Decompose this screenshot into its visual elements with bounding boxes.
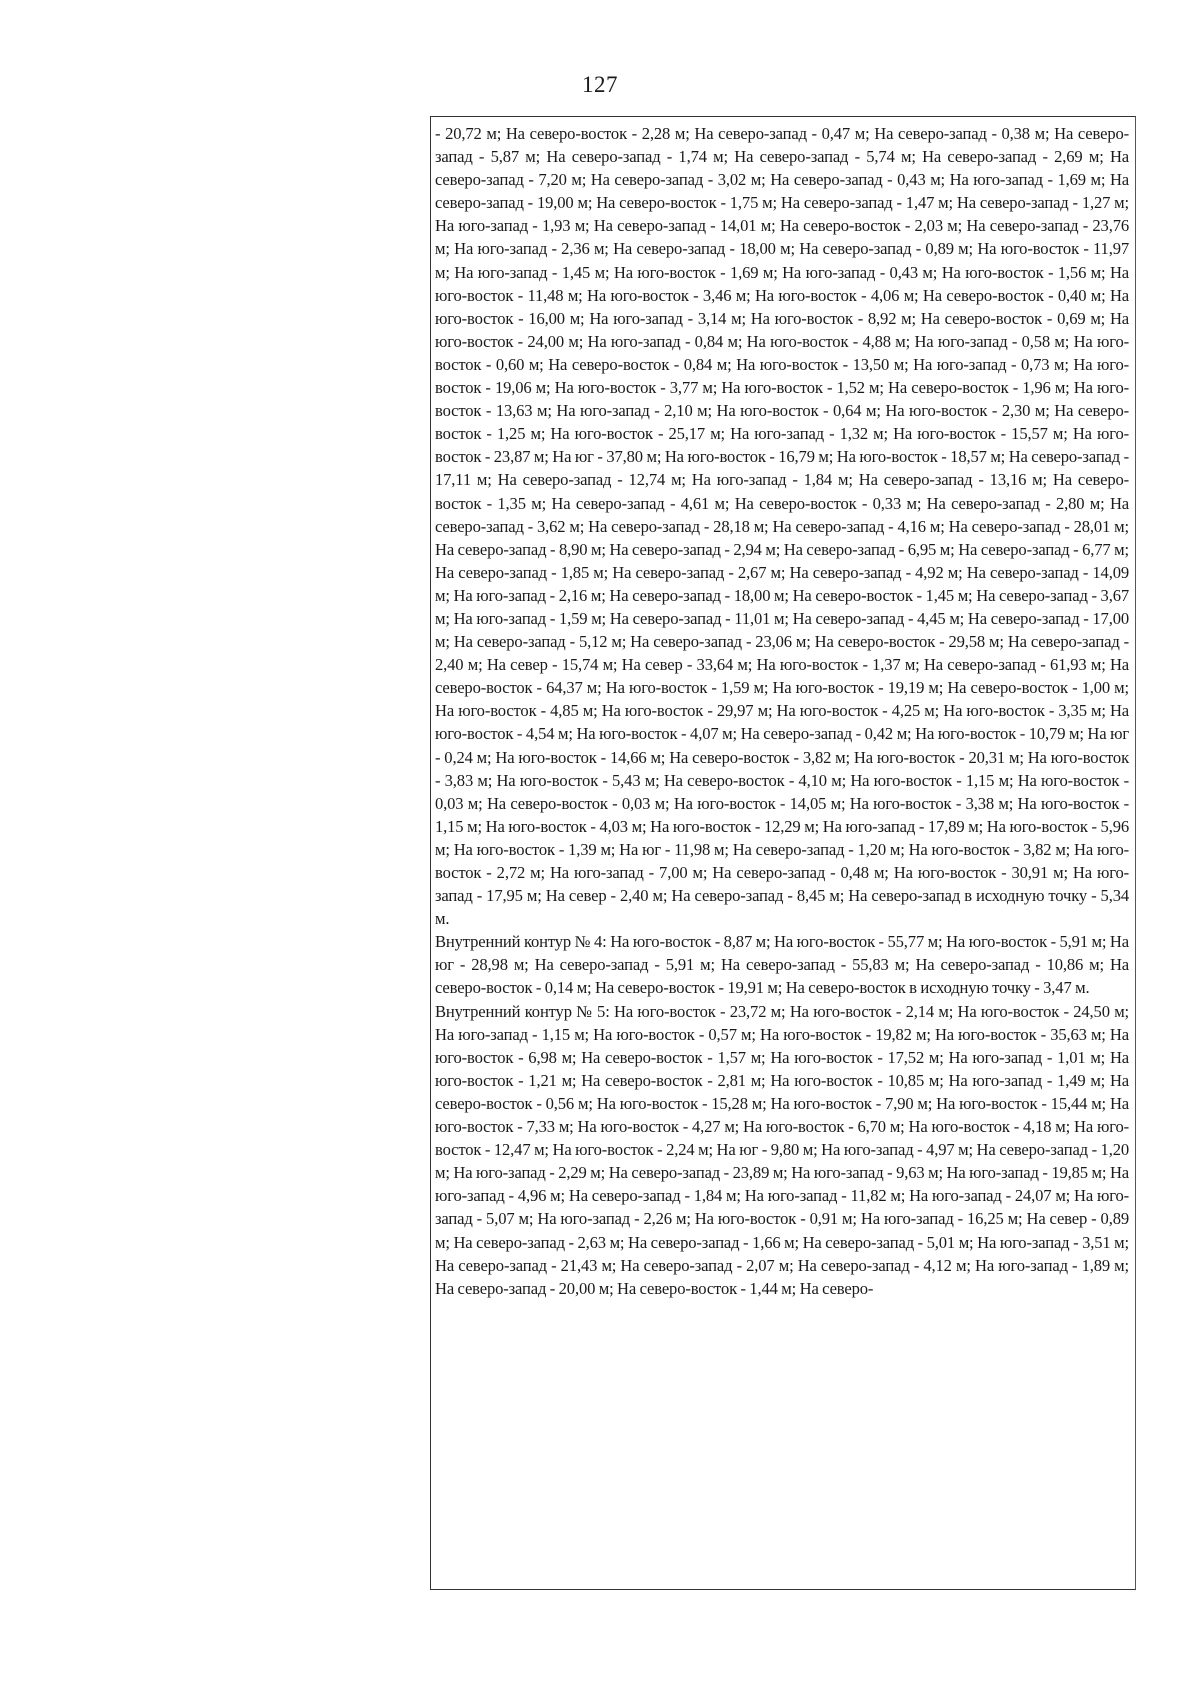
paragraph-inner-contour-5 [435, 1000, 1129, 1300]
paragraph-text: - 20,72 м; На северо-восток - 2,28 м; На северо-запад - 0,47 м; На северо-запад - 0,38 м; На северо-запад - 5,87 м; На северо-запад - 1,74 м; На северо-запад - 5,74 м; На северо-запад - 2,69 м; На северо-запад - 7,20 м; На северо-запад - 3,02 м; На северо-запад - 0,43 м; На юго-запад - 1,69 м; На северо-запад - 19,00 м; На северо-восток - 1,75 м; На северо-запад - 1,47 м; На северо-запад - 1,27 м; На юго-запад - 1,93 м; На северо-запад - 14,01 м; На северо-восток - 2,03 м; На северо-запад - 23,76 м; На юго-запад - 2,36 м; На северо-запад - 18,00 м; На северо-запад - 0,89 м; На юго-восток - 11,97 м; На юго-запад - 1,45 м; На юго-восток - 1,69 м; На юго-запад - 0,43 м; На юго-восток - 1,56 м; На юго-восток - 11,48 м; На юго-восток - 3,46 м; На юго-восток - 4,06 м; На северо-восток - 0,40 м; На юго-восток - 16,00 м; На юго-запад - 3,14 м; На юго-восток - 8,92 м; На северо-восток - 0,69 м; На юго-восток - 24,00 м; На юго-запад - 0,84 м; На юго-восток - 4,88 м; На юго-запад - 0,58 м; На юго-восток - 0,60 м; На северо-восток - 0,84 м; На юго-восток - 13,50 м; На юго-запад - 0,73 м; На юго-восток - 19,06 м; На юго-восток - 3,77 м; На юго-восток - 1,52 м; На северо-восток - 1,96 м; На юго-восток - 13,63 м; На юго-запад - 2,10 м; На юго-восток - 0,64 м; На юго-восток - 2,30 м; На северо-восток - 1,25 м; На юго-восток - 25,17 м; На юго-запад - 1,32 м; На юго-восток - 15,57 м; На юго-восток - 23,87 м; На юг - 37,80 м; На юго-восток - 16,79 м; На юго-восток - 18,57 м; На северо-запад - 17,11 м; На северо-запад - 12,74 м; На юго-запад - 1,84 м; На северо-запад - 13,16 м; На северо-восток - 1,35 м; На северо-запад - 4,61 м; На северо-восток - 0,33 м; На северо-запад - 2,80 м; На северо-запад - 3,62 м; На северо-запад - 28,18 м; На северо-запад - 4,16 м; На северо-запад - 28,01 м; На северо-запад - 8,90 м; На северо-запад - 2,94 м; На северо-запад - 6,95 м; На северо-запад - 6,77 м; На северо-запад - 1,85 м; На северо-запад - 2,67 м; На северо-запад - 4,92 м; На северо-запад - 14,09 м; На юго-запад - 2,16 м; На северо-запад - 18,00 м; На северо-восток - 1,45 м; На северо-запад - 3,67 м; На юго-запад - 1,59 м; На северо-запад - 11,01 м; На северо-запад - 4,45 м; На северо-запад - 17,00 м; На северо-запад - 5,12 м; На северо-запад - 23,06 м; На северо-восток - 29,58 м; На северо-запад - 2,40 м; На север - 15,74 м; На север - 33,64 м; На юго-восток - 1,37 м; На северо-запад - 61,93 м; На северо-восток - 64,37 м; На юго-восток - 1,59 м; На юго-восток - 19,19 м; На северо-восток - 1,00 м; На юго-восток - 4,85 м; На юго-восток - 29,97 м; На юго-восток - 4,25 м; На юго-восток - 3,35 м; На юго-восток - 4,54 м; На юго-восток - 4,07 м; На северо-запад - 0,42 м; На юго-восток - 10,79 м; На юг - 0,24 м; На юго-восток - 14,66 м; На северо-восток - 3,82 м; На юго-восток - 20,31 м; На юго-восток - 3,83 м; На юго-восток - 5,43 м; На северо-восток - 4,10 м; На юго-восток - 1,15 м; На юго-восток - 0,03 м; На северо-восток - 0,03 м; На юго-восток - 14,05 м; На юго-восток - 3,38 м; На юго-восток - 1,15 м; На юго-восток - 4,03 м; На юго-восток - 12,29 м; На юго-запад - 17,89 м; На юго-восток - 5,96 м; На юго-восток - 1,39 м; На юг - 11,98 м; На северо-запад - 1,20 м; На юго-восток - 3,82 м; На юго-восток - 2,72 м; На юго-запад - 7,00 м; На северо-запад - 0,48 м; На юго-восток - 30,91 м; На юго-запад - 17,95 м; На север - 2,40 м; На северо-запад - 8,45 м; На северо-запад в исходную точку - 5,34 м. [435, 124, 1129, 929]
paragraph-boundary-continuation [435, 122, 1129, 930]
paragraph-text: На юго-восток - 23,72 м; На юго-восток - 2,14 м; На юго-восток - 24,50 м; На юго-запад - 1,15 м; На юго-восток - 0,57 м; На юго-восток - 19,82 м; На юго-восток - 35,63 м; На юго-восток - 6,98 м; На северо-восток - 1,57 м; На юго-восток - 17,52 м; На юго-запад - 1,01 м; На юго-восток - 1,21 м; На северо-восток - 2,81 м; На юго-восток - 10,85 м; На юго-запад - 1,49 м; На северо-восток - 0,56 м; На юго-восток - 15,28 м; На юго-восток - 7,90 м; На юго-восток - 15,44 м; На юго-восток - 7,33 м; На юго-восток - 4,27 м; На юго-восток - 6,70 м; На юго-восток - 4,18 м; На юго-восток - 12,47 м; На юго-восток - 2,24 м; На юг - 9,80 м; На юго-запад - 4,97 м; На северо-запад - 1,20 м; На юго-запад - 2,29 м; На северо-запад - 23,89 м; На юго-запад - 9,63 м; На юго-запад - 19,85 м; На юго-запад - 4,96 м; На северо-запад - 1,84 м; На юго-запад - 11,82 м; На юго-запад - 24,07 м; На юго-запад - 5,07 м; На юго-запад - 2,26 м; На юго-восток - 0,91 м; На юго-запад - 16,25 м; На север - 0,89 м; На северо-запад - 2,63 м; На северо-запад - 1,66 м; На северо-запад - 5,01 м; На юго-запад - 3,51 м; На северо-запад - 21,43 м; На северо-запад - 2,07 м; На северо-запад - 4,12 м; На юго-запад - 1,89 м; На северо-запад - 20,00 м; На северо-восток - 1,44 м; На северо- [435, 1001, 1129, 1298]
page-number: 127 [582, 72, 618, 97]
text-frame [430, 116, 1136, 1590]
paragraph-inner-contour-4 [435, 930, 1129, 999]
paragraph-text: На юго-восток - 8,87 м; На юго-восток - 55,77 м; На юго-восток - 5,91 м; На юг - 28,98 м; На северо-запад - 5,91 м; На северо-запад - 55,83 м; На северо-запад - 10,86 м; На северо-восток - 0,14 м; На северо-восток - 19,91 м; На северо-восток в исходную точку - 3,47 м. [435, 932, 1129, 998]
contour-label: Внутренний контур № 5: [435, 1001, 610, 1021]
contour-label: Внутренний контур № 4: [435, 932, 607, 952]
